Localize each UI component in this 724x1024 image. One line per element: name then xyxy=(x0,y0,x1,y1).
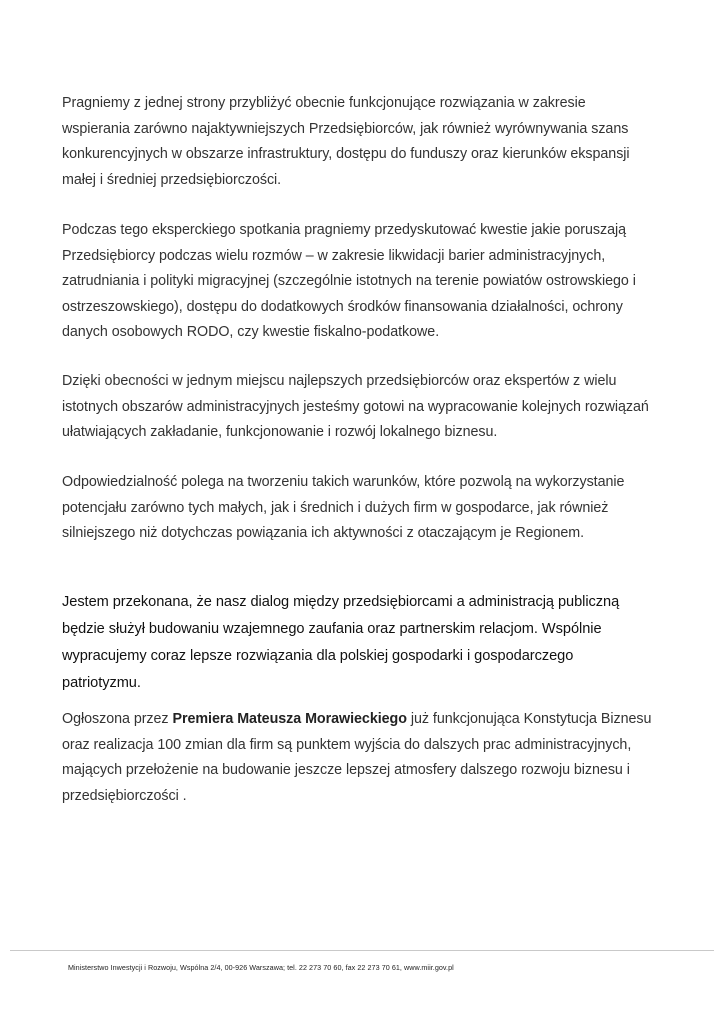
text-line: małej i średniej przedsiębiorczości. xyxy=(62,171,282,188)
text-segment: Ogłoszona przez xyxy=(62,711,173,727)
paragraph-meeting-topics xyxy=(62,218,662,346)
footer-divider xyxy=(10,950,714,951)
text-line: Pragniemy z jednej strony przybliżyć obecnie funkcjonujące rozwiązania w zakresie xyxy=(62,95,586,111)
paragraph-dialog xyxy=(62,589,662,697)
text-line: Odpowiedzialność polega na tworzeniu takich warunków, które pozwolą na wykorzystanie xyxy=(62,474,625,490)
text-line: patriotyzmu. xyxy=(62,675,141,691)
text-line: silniejszego niż dotychczas powiązania ich aktywności z otaczającym je Regionem. xyxy=(62,525,585,541)
paragraph-responsibility xyxy=(62,470,662,547)
text-line: przedsiębiorczości . xyxy=(62,787,187,804)
paragraph-experts xyxy=(62,369,662,446)
text-line: mających przełożenie na budowanie jeszcze lepszej atmosfery dalszego rozwoju biznesu i xyxy=(62,762,630,778)
text-line: istotnych obszarów administracyjnych jesteśmy gotowi na wypracowanie kolejnych rozwiązań xyxy=(62,398,649,415)
text-line: Podczas tego eksperckiego spotkania pragniemy przedyskutować kwestie jakie poruszają xyxy=(62,222,627,238)
paragraph-intro xyxy=(62,91,662,193)
text-line: wspierania zarówno najaktywniejszych Przedsiębiorców, jak również wyrównywania szans xyxy=(62,120,629,137)
text-line: oraz realizacja 100 zmian dla firm są punktem wyjścia do dalszych prac administracyjnych, xyxy=(62,736,632,753)
footer-address: Ministerstwo Inwestycji i Rozwoju, Wspólna 2/4, 00-926 Warszawa; tel. 22 273 70 60, fax 22 273 70 61, www.miir.gov.pl xyxy=(68,963,454,972)
text-line: potencjału zarówno tych małych, jak i średnich i dużych firm w gospodarce, jak również xyxy=(62,499,609,516)
text-line: będzie służył budowaniu wzajemnego zaufania oraz partnerskim relacjom. Wspólnie xyxy=(62,621,602,637)
paragraph-constitution xyxy=(62,707,662,809)
text-line: ułatwiających zakładanie, funkcjonowanie i rozwój lokalnego biznesu. xyxy=(62,424,498,440)
text-line: danych osobowych RODO, czy kwestie fiskalno-podatkowe. xyxy=(62,324,440,340)
text-line: Dzięki obecności w jednym miejscu najlepszych przedsiębiorców oraz ekspertów z wielu xyxy=(62,373,617,389)
premier-name: Premiera Mateusza Morawieckiego xyxy=(172,711,407,727)
text-line: Jestem przekonana, że nasz dialog między przedsiębiorcami a administracją publiczną xyxy=(62,594,620,610)
text-line: zatrudniania i polityki migracyjnej (szczególnie istotnych na terenie powiatów ostrowskiego i xyxy=(62,273,636,289)
text-line: konkurencyjnych w obszarze infrastruktury, dostępu do funduszy oraz kierunków ekspansji xyxy=(62,146,630,162)
text-segment: już funkcjonująca Konstytucja Biznesu xyxy=(406,711,652,727)
text-line: Przedsiębiorcy podczas wielu rozmów – w zakresie likwidacji barier administracyjnych, xyxy=(62,247,606,264)
text-line: wypracujemy coraz lepsze rozwiązania dla polskiej gospodarki i gospodarczego xyxy=(62,648,574,664)
text-line xyxy=(62,707,662,733)
text-line: ostrzeszowskiego), dostępu do dodatkowych środków finansowania działalności, ochrony xyxy=(62,298,623,315)
